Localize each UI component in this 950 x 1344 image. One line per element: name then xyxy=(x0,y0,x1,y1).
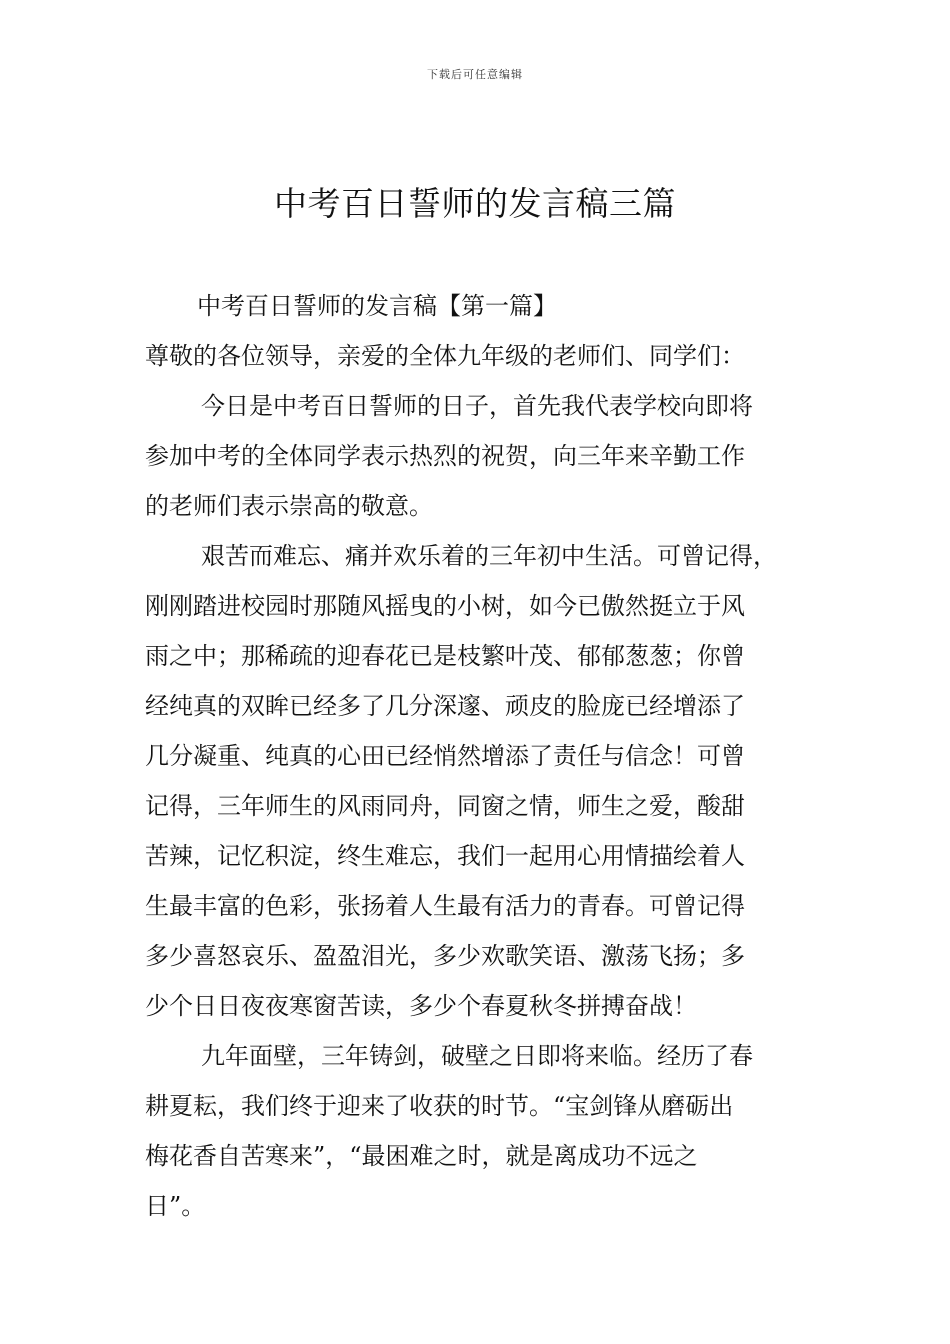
paragraph-3-line: 梅花香自苦寒来”，“最困难之时，就是离成功不远之 xyxy=(145,1142,698,1170)
paragraph-3-line: 耕夏耘，我们终于迎来了收获的时节。“宝剑锋从磨砺出 xyxy=(145,1092,734,1120)
paragraph-1-line: 的老师们表示崇高的敬意。 xyxy=(145,492,433,520)
paragraph-2-line: 刚刚踏进校园时那随风摇曳的小树，如今已傲然挺立于风 xyxy=(145,592,745,620)
paragraph-2-line: 少个日日夜夜寒窗苦读，多少个春夏秋冬拼搏奋战！ xyxy=(145,992,697,1020)
document-title: 中考百日誓师的发言稿三篇 xyxy=(274,184,676,223)
paragraph-2-line: 经纯真的双眸已经多了几分深邃、顽皮的脸庞已经增添了 xyxy=(145,692,745,720)
paragraph-2-line: 生最丰富的色彩，张扬着人生最有活力的青春。可曾记得 xyxy=(145,892,745,920)
salutation-line: 尊敬的各位领导，亲爱的全体九年级的老师们、同学们： xyxy=(145,342,745,370)
paragraph-3-line: 日”。 xyxy=(145,1192,206,1220)
paragraph-1-line: 今日是中考百日誓师的日子，首先我代表学校向即将 xyxy=(201,392,753,420)
paragraph-2-line: 记得，三年师生的风雨同舟，同窗之情，师生之爱，酸甜 xyxy=(145,792,745,820)
paragraph-1-line: 参加中考的全体同学表示热烈的祝贺，向三年来辛勤工作 xyxy=(145,442,745,470)
paragraph-2-line: 多少喜怒哀乐、盈盈泪光，多少欢歌笑语、激荡飞扬；多 xyxy=(145,942,745,970)
paragraph-2-line: 雨之中；那稀疏的迎春花已是枝繁叶茂、郁郁葱葱；你曾 xyxy=(145,642,745,670)
paragraph-2-line: 几分凝重、纯真的心田已经悄然增添了责任与信念！可曾 xyxy=(145,742,745,770)
header-note: 下载后可任意编辑 xyxy=(427,68,523,81)
paragraph-3-line: 九年面壁，三年铸剑，破壁之日即将来临。经历了春 xyxy=(201,1042,753,1070)
document-body xyxy=(145,281,810,1231)
paragraph-2-line: 艰苦而难忘、痛并欢乐着的三年初中生活。可曾记得， xyxy=(201,542,777,570)
paragraph-2-line: 苦辣，记忆积淀，终生难忘，我们一起用心用情描绘着人 xyxy=(145,842,745,870)
section-heading: 中考百日誓师的发言稿【第一篇】 xyxy=(197,292,557,320)
